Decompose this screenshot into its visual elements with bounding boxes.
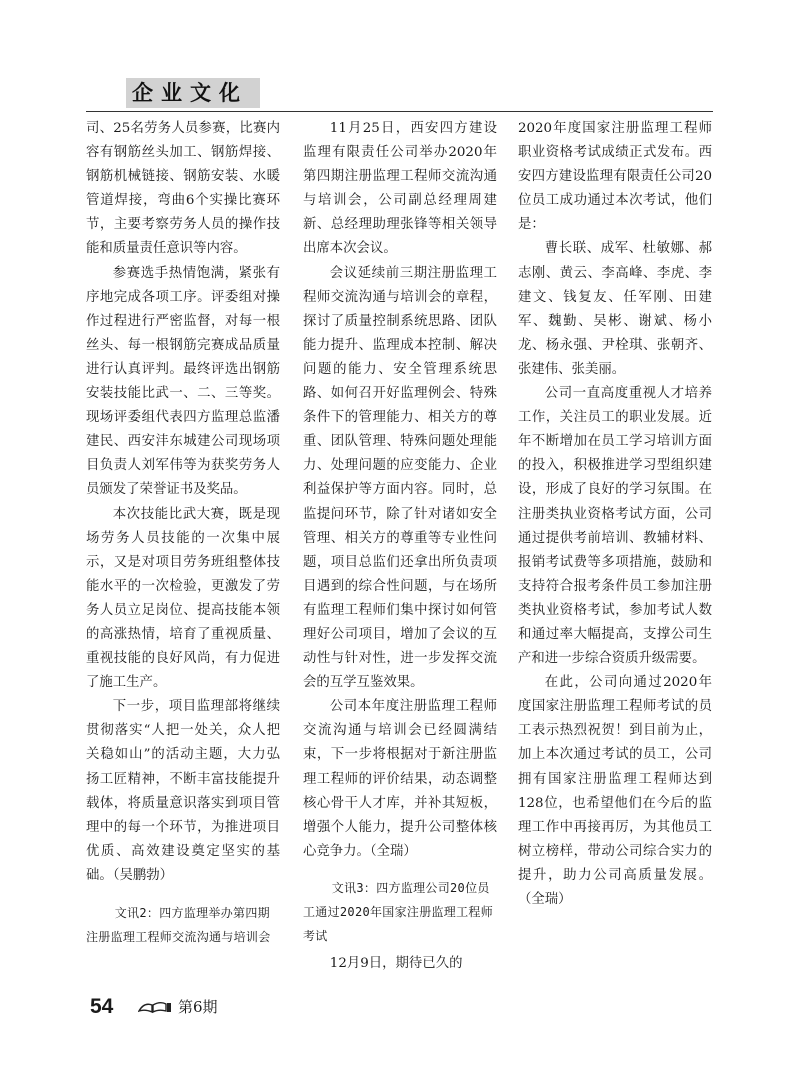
article-column-2 (303, 117, 497, 864)
paragraph: 12月9日，期待已久的 (329, 956, 463, 971)
paragraph: 下一步，项目监理部将继续贯彻落实“人把一处关，众人把关稳如山”的活动主题，大力弘扬工匠精神，不断丰富技能提升载体，将质量意识落实到项目管理中的每一个环节，为推进项目优质、高效建设奠定坚实的基础。（吴鹏勃） (86, 699, 280, 883)
paragraph: 曹长联、成军、杜敏娜、郝志刚、黄云、李高峰、李虎、李建文、钱复友、任军刚、田建军、魏勤、吴彬、谢斌、杨小龙、杨永强、尹栓琪、张朝齐、张建伟、张美丽。 (518, 241, 712, 377)
article-column-3 (518, 117, 712, 912)
paragraph: 公司一直高度重视人才培养工作，关注员工的职业发展。近年不断增加在员工学习培训方面的投入，积极推进学习型组织建设，形成了良好的学习氛围。在注册类执业资格考试方面，公司通过提供考前培训、教辅材料、报销考试费等多项措施，鼓励和支持符合报考条件员工参加注册类执业资格考试，参加考试人数和通过率大幅提高，支撑公司生产和进一步综合资质升级需要。 (518, 386, 712, 667)
news-subheading-3 (303, 876, 497, 976)
news-subheading-2 (86, 901, 282, 949)
paragraph: 本次技能比武大赛，既是现场劳务人员技能的一次集中展示，又是对项目劳务班组整体技能水平的一次检验，更激发了劳务人员立足岗位、提高技能本领的高涨热情，培育了重视质量、重视技能的良好风尚，有力促进了施工生产。 (86, 506, 280, 691)
page-number: 54 (90, 995, 114, 1018)
paragraph: 会议延续前三期注册监理工程师交流沟通与培训会的章程，探讨了质量控制系统思路、团队能力提升、监理成本控制、解决问题的能力、安全管理系统思路、如何召开好监理例会、特殊条件下的管理能力、相关方的尊重、团队管理、特殊问题处理能力、处理问题的应变能力、企业利益保护等方面内容。同时，总监提问环节，除了针对诸如安全管理、相关方的尊重等专业性问题，项目总监们还拿出所负责项目遇到的综合性问题，与在场所有监理工程师们集中探讨如何管理好公司项目，增加了会议的互动性与针对性，进一步发挥交流会的互学互鉴效果。 (303, 265, 497, 691)
subheading-text: 文讯3：四方监理公司20位员工通过2020年国家注册监理工程师考试 (303, 881, 493, 943)
section-title: 企业文化 (132, 81, 248, 105)
paragraph: 公司本年度注册监理工程师交流沟通与培训会已经圆满结束，下一步将根据对于新注册监理工程师的评价结果，动态调整核心骨干人才库，并补其短板，增强个人能力，提升公司整体核心竞争力。（全瑞） (303, 699, 497, 859)
article-column-1 (86, 117, 280, 888)
magazine-logo-icon (138, 1000, 172, 1019)
article-column-2-continued (303, 952, 497, 976)
paragraph: 在此，公司向通过2020年度国家注册监理工程师考试的员工表示热烈祝贺！到目前为止，加上本次通过考试的员工，公司拥有国家注册监理工程师达到128位，也希望他们在今后的监理工作中再接再厉，为其他员工树立榜样，带动公司综合实力的提升，助力公司高质量发展。（全瑞） (518, 675, 712, 907)
paragraph: 2020年度国家注册监理工程师职业资格考试成绩正式发布。西安四方建设监理有限责任公司20位员工成功通过本次考试，他们是： (518, 121, 712, 233)
paragraph: 11月25日，西安四方建设监理有限责任公司举办2020年第四期注册监理工程师交流沟通与培训会，公司副总经理周建新、总经理助理张锋等相关领导出席本次会议。 (303, 121, 497, 257)
subheading-text: 文讯2：四方监理举办第四期注册监理工程师交流沟通与培训会 (86, 906, 271, 944)
paragraph: 司、25名劳务人员参赛，比赛内容有钢筋丝头加工、钢筋焊接、钢筋机械链接、钢筋安装、水暖管道焊接，弯曲6个实操比赛环节，主要考察劳务人员的操作技能和质量责任意识等内容。 (86, 121, 280, 257)
issue-label: 第6期 (178, 998, 218, 1016)
header-divider (86, 111, 713, 112)
paragraph: 参赛选手热情饱满，紧张有序地完成各项工序。评委组对操作过程进行严密监督，对每一根丝头、每一根钢筋完赛成品质量进行认真评判。最终评选出钢筋安装技能比武一、二、三等奖。现场评委组代表四方监理总监潘建民、西安沣东城建公司现场项目负责人刘军伟等为获奖劳务人员颁发了荣誉证书及奖品。 (86, 265, 280, 498)
